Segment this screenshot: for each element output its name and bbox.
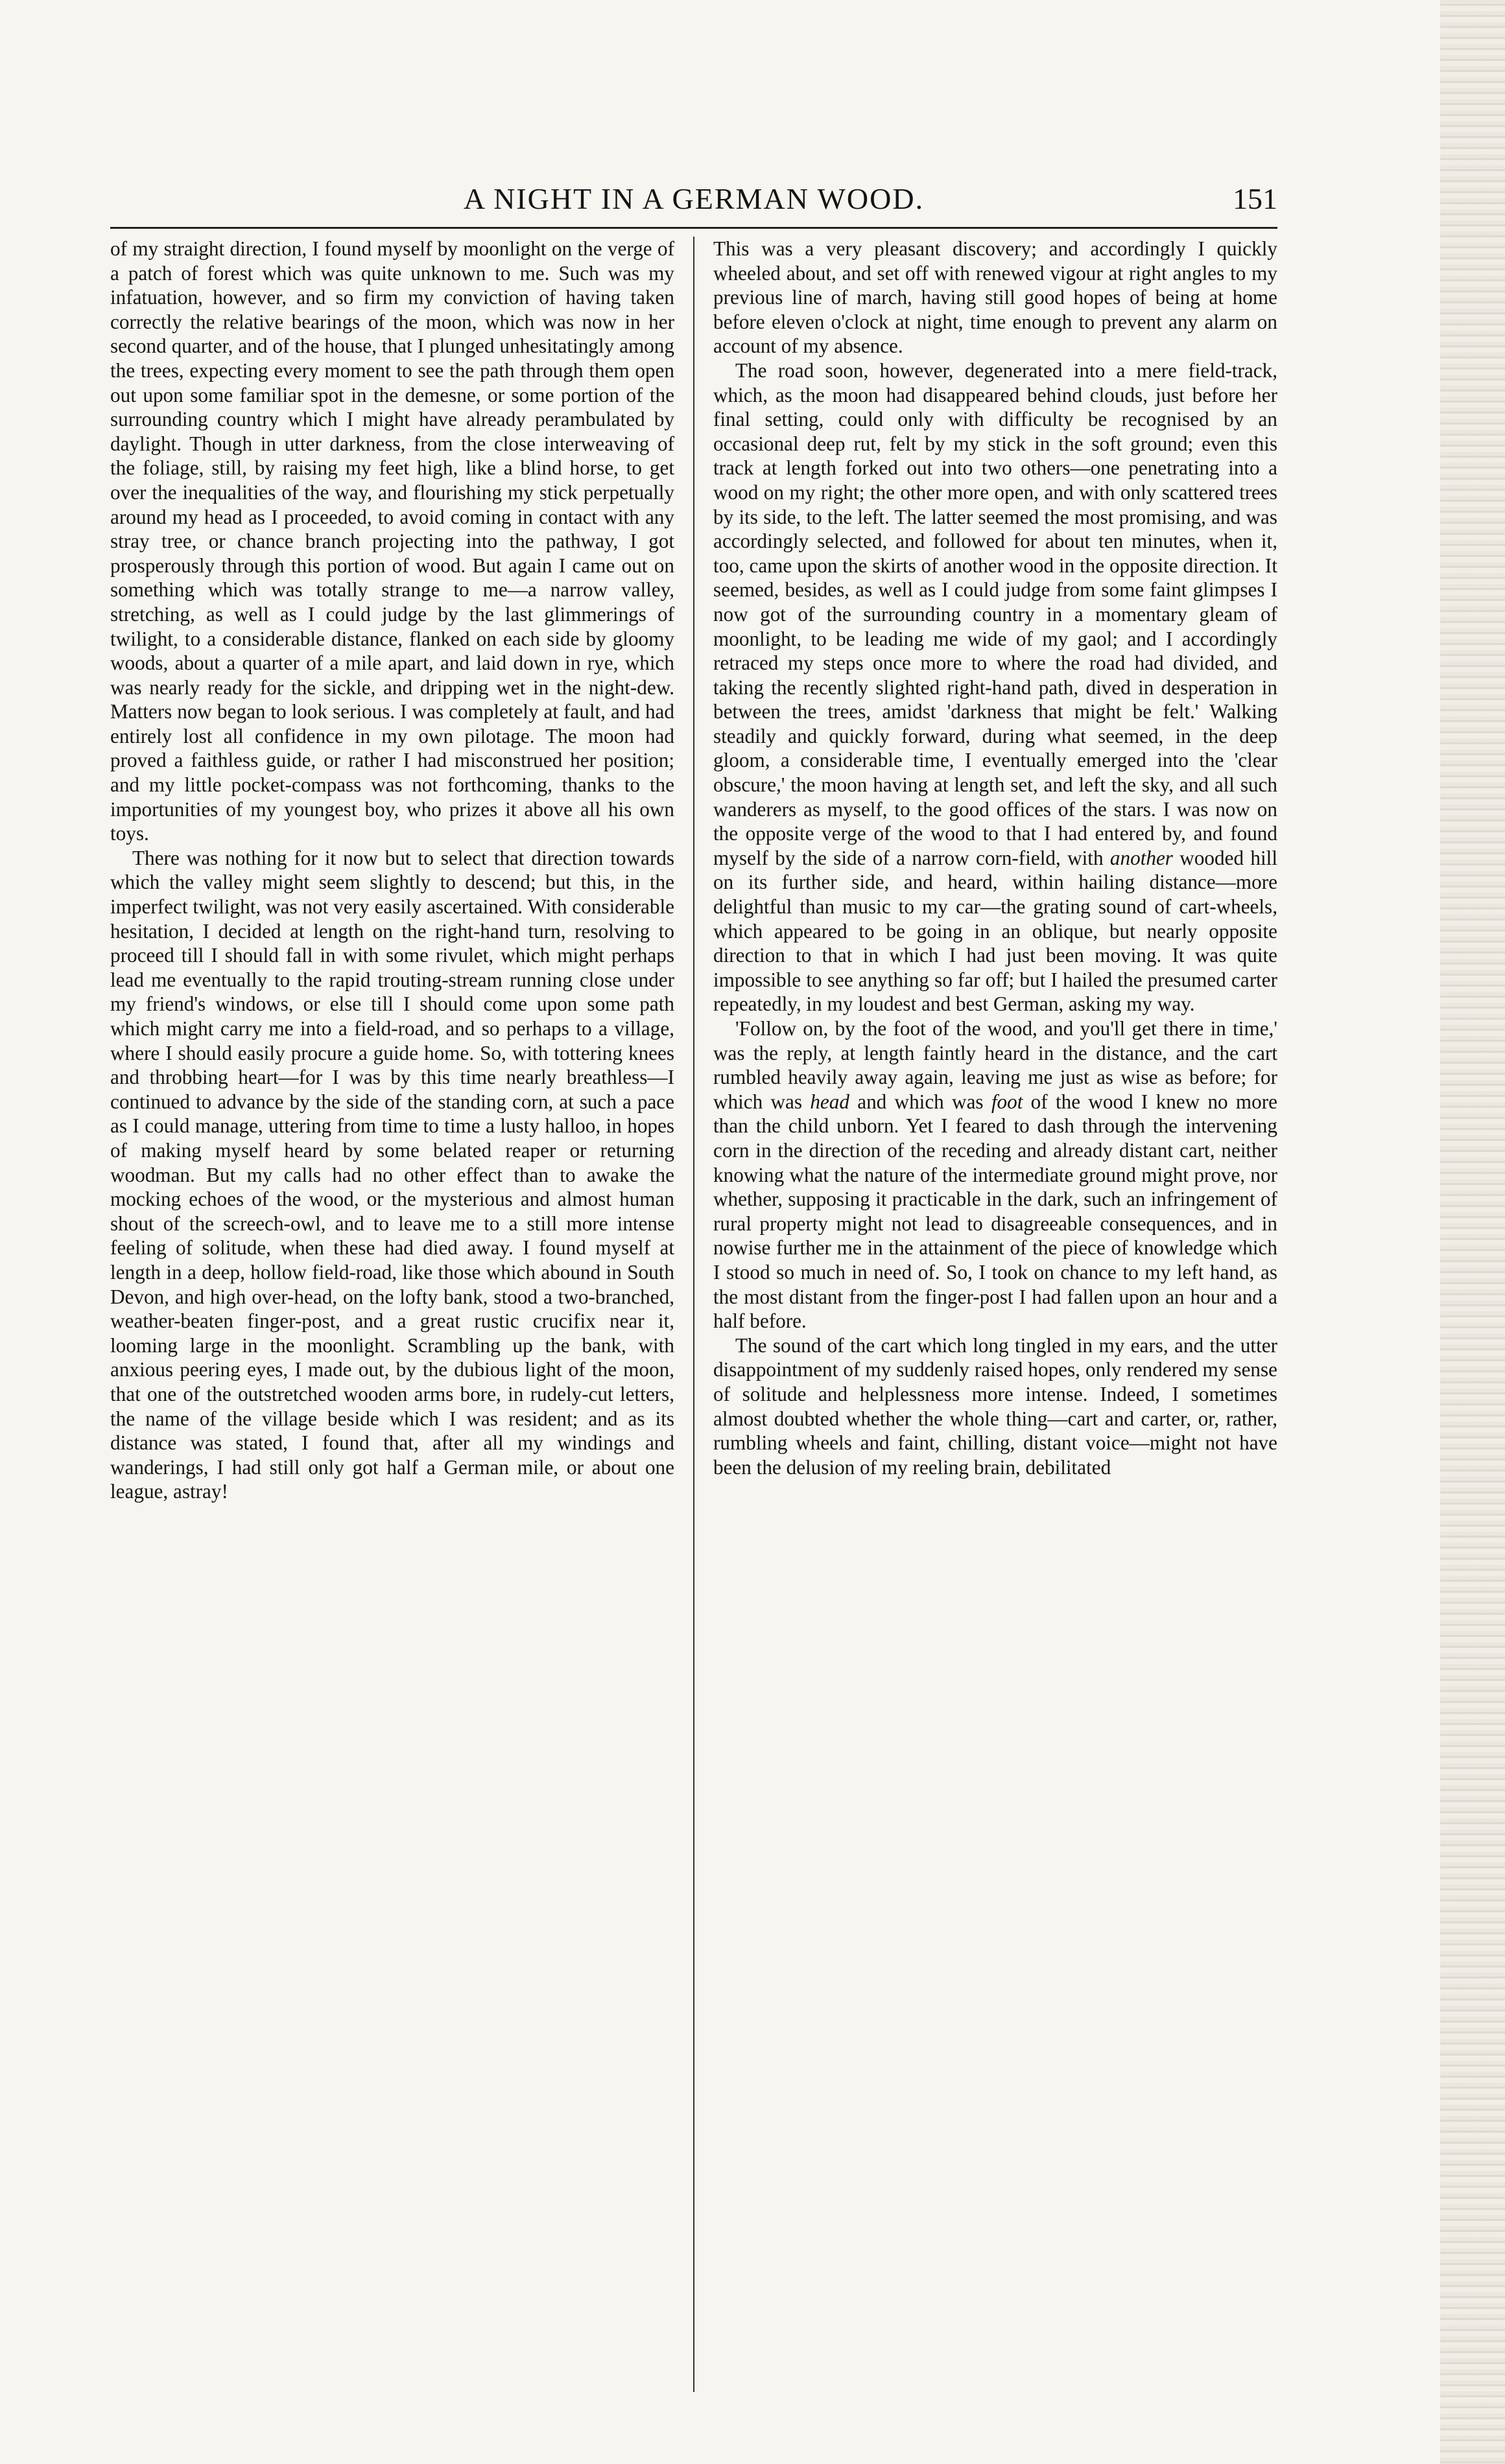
running-head — [110, 175, 1277, 233]
paragraph-3-text-a: 'Follow on, by the foot of the wood, and you'll get there in time,' was the reply, at length faintly heard in the distance, and the cart rumbled heavily away again, leaving me just as wise as before; for which was — [713, 1017, 1277, 1113]
book-page — [110, 175, 1277, 2405]
right-paragraph-4: The sound of the cart which long tingled in my ears, and the utter disappointment of my suddenly raised hopes, only rendered my sense of solitude and helplessness more intense. Indeed, I sometimes almost doubted whether the whole thing—cart and carter, or, rather, rumbling wheels and faint, chilling, distant voice—might not have been the delusion of my reeling brain, debilitated — [713, 1333, 1277, 1479]
paragraph-3-text-c: of the wood I knew no more than the child unborn. Yet I feared to dash through the intervening corn in the direction of the receding and already distant cart, neither knowing what the nature of the intermediate ground might prove, nor whether, supposing it practicable in the dark, such an infringement of rural property might not lead to disagreeable consequences, and in nowise further me in the attainment of the piece of knowledge which I stood so much in need of. So, I took on chance to my left hand, as the most distant from the finger-post I had fallen upon an hour and a half before. — [713, 1090, 1278, 1333]
right-paragraph-3 — [713, 1016, 1277, 1333]
right-column — [713, 237, 1277, 1479]
right-paragraph-2 — [713, 358, 1277, 1016]
italic-head: head — [810, 1090, 849, 1113]
right-paragraph-1: This was a very pleasant discovery; and accordingly I quickly wheeled about, and set off with renewed vigour at right angles to my previous line of march, having still good hopes of being at home before eleven o'clock at night, time enough to prevent any alarm on account of my absence. — [713, 237, 1277, 358]
header-rule — [110, 227, 1277, 229]
running-title: A NIGHT IN A GERMAN WOOD. — [463, 182, 925, 215]
page-number: 151 — [1233, 182, 1277, 215]
page-binding-edge — [1440, 0, 1505, 2464]
paragraph-2-text-a: The road soon, however, degenerated into a mere field-track, which, as the moon had disappeared behind clouds, just before her final setting, could only with difficulty be recognised by an occasional deep rut, felt by my stick in the soft ground; even this track at length forked out into two others—one penetrating into a wood on my right; the other more open, and with only scattered trees by its side, to the left. The latter seemed the most promising, and was accordingly selected, and followed for about ten minutes, when it, too, came upon the skirts of another wood in the opposite direction. It seemed, besides, as well as I could judge from some faint glimpses I now got of the surrounding country in a momentary gleam of moonlight, to be leading me wide of my gaol; and I accordingly retraced my steps once more to where the road had divided, and taking the recently slighted right-hand path, dived in desperation in between the trees, amidst 'darkness that might be felt.' Walking steadily and quickly forward, during what seemed, in the deep gloom, a considerable time, I eventually emerged into the 'clear obscure,' the moon having at length set, and left the sky, and all such wanderers as myself, to the good offices of the stars. I was now on the opposite verge of the wood to that I had entered by, and found myself by the side of a narrow corn-field, with — [713, 358, 1277, 869]
italic-foot: foot — [991, 1090, 1023, 1113]
left-column — [110, 237, 674, 1504]
paragraph-3-text-b: and which was — [849, 1090, 991, 1113]
column-divider — [693, 237, 694, 2392]
left-paragraph-2: There was nothing for it now but to select that direction towards which the valley might seem slightly to descend; but this, in the imperfect twilight, was not very easily ascertained. With considerable hesitation, I decided at length on the right-hand turn, resolving to proceed till I should fall in with some rivulet, which might perhaps lead me eventually to the rapid trouting-stream running close under my friend's windows, or else till I should come upon some path which might carry me into a field-road, and so perhaps to a village, where I should easily procure a guide home. So, with tottering knees and throbbing heart—for I was by this time nearly breathless—I continued to advance by the side of the standing corn, at such a pace as I could manage, uttering from time to time a lusty halloo, in hopes of making myself heard by some belated reaper or returning woodman. But my calls had no other effect than to awake the mocking echoes of the wood, or the mysterious and almost human shout of the screech-owl, and to leave me to a still more intense feeling of solitude, when these had died away. I found myself at length in a deep, hollow field-road, like those which abound in South Devon, and high over-head, on the lofty bank, stood a two-branched, weather-beaten finger-post, and a great rustic crucifix near it, looming large in the moonlight. Scrambling up the bank, with anxious peering eyes, I made out, by the dubious light of the moon, that one of the outstretched wooden arms bore, in rudely-cut letters, the name of the village beside which I was resident; and as its distance was stated, I found that, after all my windings and wanderings, I had still only got half a German mile, or about one league, astray! — [110, 846, 674, 1503]
paragraph-2-text-b: wooded hill on its further side, and heard, within hailing distance—more delightful than music to my car—the grating sound of cart-wheels, which appeared to be going in an oblique, but nearly opposite direction to that in which I had just been moving. It was quite impossible to see anything so far off; but I hailed the presumed carter repeatedly, in my loudest and best German, asking my way. — [713, 846, 1277, 1016]
left-paragraph-1: of my straight direction, I found myself by moonlight on the verge of a patch of forest which was quite unknown to me. Such was my infatuation, however, and so firm my conviction of having taken correctly the relative bearings of the moon, which was now in her second quarter, and of the house, that I plunged unhesitatingly among the trees, expecting every moment to see the path through them open out upon some familiar spot in the demesne, or some portion of the surrounding country which I might have already perambulated by daylight. Though in utter darkness, from the close interweaving of the foliage, still, by raising my feet high, like a blind horse, to get over the inequalities of the way, and flourishing my stick perpetually around my head as I proceeded, to avoid coming in contact with any stray tree, or chance branch projecting into the pathway, I got prosperously through this portion of wood. But again I came out on something which was totally strange to me—a narrow valley, stretching, as well as I could judge by the last glimmerings of twilight, to a considerable distance, flanked on each side by gloomy woods, about a quarter of a mile apart, and laid down in rye, which was nearly ready for the sickle, and dripping wet in the night-dew. Matters now began to look serious. I was completely at fault, and had entirely lost all confidence in my own pilotage. The moon had proved a faithless guide, or rather I had misconstrued her position; and my little pocket-compass was not forthcoming, thanks to the importunities of my youngest boy, who prizes it above all his own toys. — [110, 237, 674, 845]
italic-another: another — [1109, 846, 1173, 869]
